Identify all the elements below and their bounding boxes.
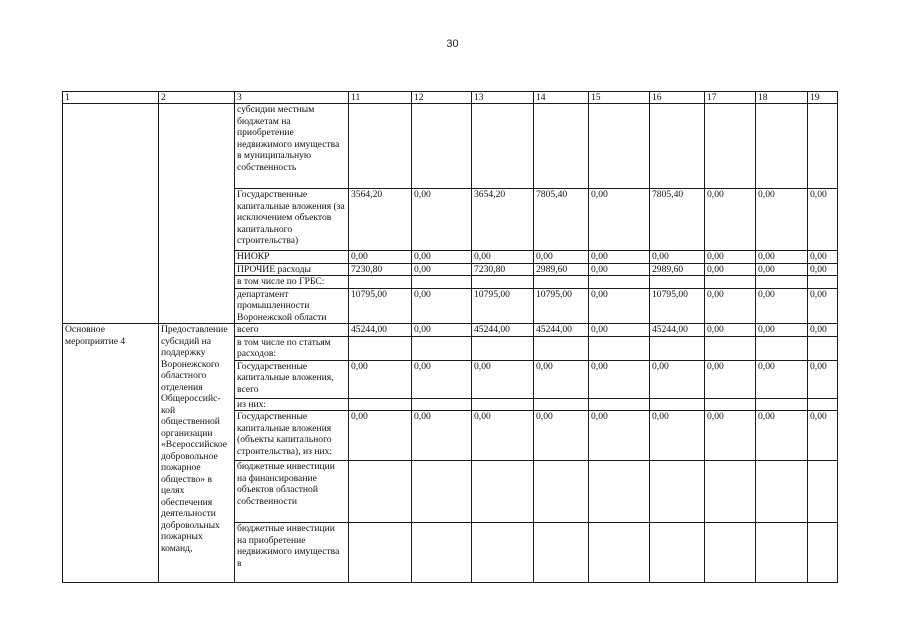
header-cell: 1 (63, 92, 159, 104)
value-cell: 0,00 (705, 324, 756, 337)
value-cell (705, 276, 756, 289)
value-cell (472, 523, 534, 583)
page-number: 30 (446, 38, 459, 50)
cont-col1-cell (63, 104, 159, 324)
value-cell: 0,00 (589, 411, 650, 461)
value-cell: 10795,00 (650, 288, 705, 324)
value-cell: 0,00 (412, 360, 472, 398)
value-cell: 7805,40 (534, 189, 589, 251)
value-cell (534, 276, 589, 289)
value-cell (808, 336, 838, 360)
value-cell: 0,00 (589, 263, 650, 276)
value-cell (808, 461, 838, 523)
header-cell: 19 (808, 92, 838, 104)
expense-label: департамент промышленности Воронежской области (235, 288, 349, 324)
expense-label: Государственные капитальные вложения, всего (235, 360, 349, 398)
value-cell: 45244,00 (472, 324, 534, 337)
value-cell (705, 461, 756, 523)
header-cell: 2 (159, 92, 235, 104)
value-cell: 0,00 (412, 411, 472, 461)
value-cell (349, 336, 412, 360)
value-cell (705, 336, 756, 360)
value-cell (349, 461, 412, 523)
header-row (63, 92, 838, 104)
header-cell: 11 (349, 92, 412, 104)
value-cell: 10795,00 (349, 288, 412, 324)
expense-label: Государственные капитальные вложения (объекты капитального строительства), из них: (235, 411, 349, 461)
value-cell (412, 276, 472, 289)
value-cell (349, 523, 412, 583)
measure-description-cell: Предоставление субсидий на поддержку Воронежского областного отделения Общероссийс-кой общественной организации «Всероссийское добровольное пожарное общество» в целях обеспечения деятельности добровольных пожарных команд, (159, 324, 235, 583)
value-cell: 0,00 (349, 411, 412, 461)
value-cell: 0,00 (472, 411, 534, 461)
value-cell (589, 398, 650, 411)
value-cell: 0,00 (349, 360, 412, 398)
value-cell (534, 336, 589, 360)
value-cell: 3564,20 (349, 189, 412, 251)
expense-label: Государственные капитальные вложения (за исключением объектов капитального строительства) (235, 189, 349, 251)
value-cell (705, 398, 756, 411)
value-cell: 0,00 (756, 360, 808, 398)
value-cell (412, 523, 472, 583)
value-cell (589, 276, 650, 289)
value-cell: 0,00 (472, 251, 534, 264)
value-cell (808, 523, 838, 583)
value-cell (808, 398, 838, 411)
expense-label: ПРОЧИЕ расходы (235, 263, 349, 276)
value-cell: 2989,60 (534, 263, 589, 276)
value-cell: 0,00 (756, 263, 808, 276)
measure-name-cell: Основное мероприятие 4 (63, 324, 159, 583)
value-cell: 0,00 (808, 189, 838, 251)
value-cell: 0,00 (589, 360, 650, 398)
value-cell (349, 104, 412, 189)
value-cell (412, 336, 472, 360)
value-cell: 0,00 (756, 189, 808, 251)
value-cell (472, 461, 534, 523)
value-cell: 0,00 (589, 288, 650, 324)
value-cell (472, 398, 534, 411)
value-cell (705, 523, 756, 583)
value-cell: 0,00 (705, 360, 756, 398)
value-cell (472, 104, 534, 189)
value-cell (756, 104, 808, 189)
value-cell: 0,00 (412, 324, 472, 337)
value-cell (472, 336, 534, 360)
value-cell: 0,00 (472, 360, 534, 398)
value-cell (650, 336, 705, 360)
header-cell: 3 (235, 92, 349, 104)
value-cell: 10795,00 (534, 288, 589, 324)
value-cell: 0,00 (705, 411, 756, 461)
value-cell (756, 398, 808, 411)
value-cell: 7805,40 (650, 189, 705, 251)
value-cell: 7230,80 (349, 263, 412, 276)
value-cell: 0,00 (705, 288, 756, 324)
value-cell (650, 276, 705, 289)
value-cell: 3654,20 (472, 189, 534, 251)
value-cell (412, 104, 472, 189)
header-cell: 18 (756, 92, 808, 104)
value-cell: 0,00 (808, 411, 838, 461)
value-cell (472, 276, 534, 289)
expense-label: бюджетные инвестиции на финансирование объектов областной собственности (235, 461, 349, 523)
value-cell: 45244,00 (650, 324, 705, 337)
value-cell (756, 276, 808, 289)
value-cell (349, 276, 412, 289)
value-cell: 45244,00 (534, 324, 589, 337)
expense-label: бюджетные инвестиции на приобретение недвижимого имущества в (235, 523, 349, 583)
cont-col2-cell (159, 104, 235, 324)
value-cell: 0,00 (808, 288, 838, 324)
value-cell: 0,00 (756, 288, 808, 324)
value-cell: 0,00 (412, 263, 472, 276)
value-cell: 45244,00 (349, 324, 412, 337)
header-cell: 17 (705, 92, 756, 104)
value-cell (412, 398, 472, 411)
budget-table (62, 91, 838, 583)
value-cell (808, 276, 838, 289)
expense-label: НИОКР (235, 251, 349, 264)
value-cell: 0,00 (808, 263, 838, 276)
expense-label: субсидии местным бюджетам на приобретение недвижимого имущества в муниципальную собственность (235, 104, 349, 189)
value-cell: 0,00 (412, 288, 472, 324)
value-cell: 0,00 (756, 251, 808, 264)
value-cell (412, 461, 472, 523)
value-cell: 0,00 (756, 411, 808, 461)
value-cell (650, 523, 705, 583)
value-cell: 0,00 (705, 189, 756, 251)
value-cell (349, 398, 412, 411)
value-cell: 10795,00 (472, 288, 534, 324)
expense-label: из них: (235, 398, 349, 411)
header-cell: 13 (472, 92, 534, 104)
value-cell (756, 523, 808, 583)
expense-label: в том числе по ГРБС: (235, 276, 349, 289)
value-cell: 0,00 (756, 324, 808, 337)
value-cell (650, 461, 705, 523)
value-cell: 0,00 (808, 360, 838, 398)
value-cell (705, 104, 756, 189)
value-cell: 0,00 (412, 189, 472, 251)
value-cell: 0,00 (808, 324, 838, 337)
value-cell: 0,00 (349, 251, 412, 264)
expense-label: всего (235, 324, 349, 337)
value-cell (589, 336, 650, 360)
value-cell: 0,00 (534, 251, 589, 264)
value-cell: 0,00 (650, 251, 705, 264)
table-row (63, 104, 838, 189)
value-cell: 0,00 (589, 251, 650, 264)
value-cell (756, 461, 808, 523)
header-cell: 14 (534, 92, 589, 104)
value-cell: 0,00 (534, 411, 589, 461)
header-cell: 16 (650, 92, 705, 104)
header-cell: 12 (412, 92, 472, 104)
value-cell: 7230,80 (472, 263, 534, 276)
value-cell: 0,00 (589, 189, 650, 251)
value-cell (589, 104, 650, 189)
value-cell: 2989,60 (650, 263, 705, 276)
value-cell (589, 461, 650, 523)
value-cell (534, 523, 589, 583)
value-cell (650, 104, 705, 189)
value-cell (650, 398, 705, 411)
value-cell: 0,00 (589, 324, 650, 337)
value-cell (534, 461, 589, 523)
expense-label: в том числе по статьям расходов: (235, 336, 349, 360)
value-cell: 0,00 (705, 263, 756, 276)
value-cell: 0,00 (705, 251, 756, 264)
value-cell (756, 336, 808, 360)
table-row (63, 324, 838, 337)
value-cell: 0,00 (412, 251, 472, 264)
value-cell (534, 104, 589, 189)
value-cell: 0,00 (650, 411, 705, 461)
value-cell (808, 104, 838, 189)
value-cell (534, 398, 589, 411)
value-cell: 0,00 (808, 251, 838, 264)
value-cell: 0,00 (534, 360, 589, 398)
value-cell (589, 523, 650, 583)
header-cell: 15 (589, 92, 650, 104)
value-cell: 0,00 (650, 360, 705, 398)
